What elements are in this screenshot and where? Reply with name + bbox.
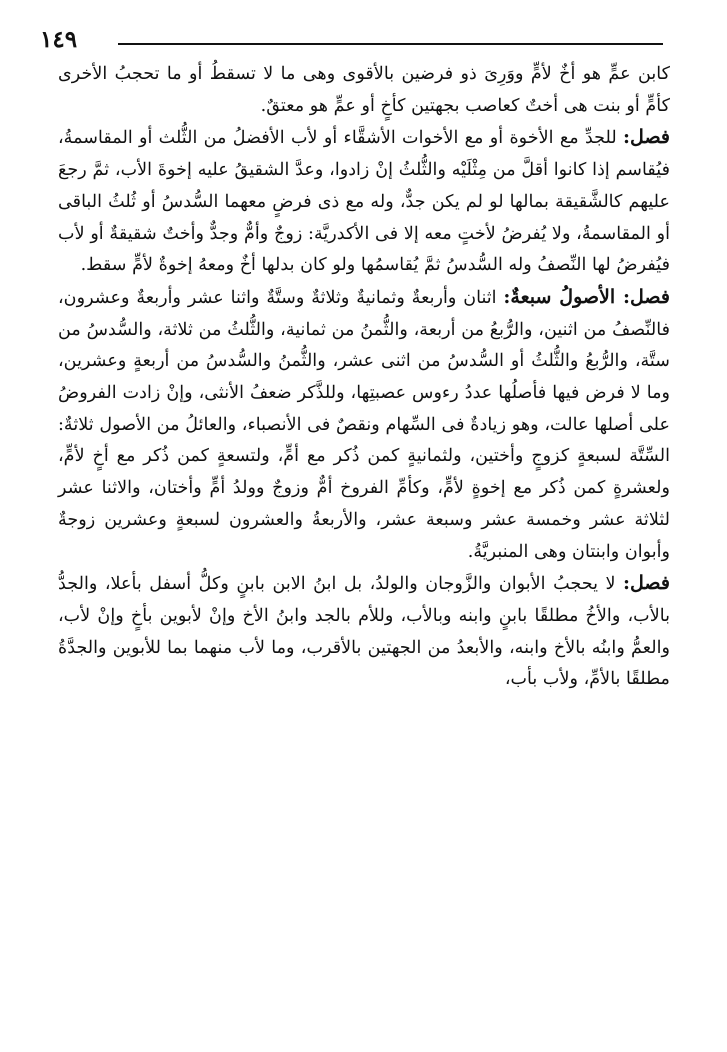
paragraph-text: لا يحجبُ الأبوان والزَّوجان والولدُ، بل ابنُ الابن بابنٍ وكلُّ أسفل بأعلا، والجدُّ بالأب، والأخُ مطلقًا بابنٍ وابنه وبالأب، وللأم بالجد وابنُ الأخ وإنْ لأبوين بأخٍ وإنْ لأب، والعمُّ وابنُه بالأخ وابنه، والأبعدُ من الجهتين بالأقرب، وما لأب منهما بما للأبوين والجدَّةُ مطلقًا بالأمِّ، ولأب بأب، xyxy=(58,574,670,690)
paragraph-exclusion-section xyxy=(58,568,670,696)
page-header xyxy=(40,26,663,56)
page-number: ١٤٩ xyxy=(40,26,78,53)
paragraph-text: اثنان وأربعةٌ وثمانيةٌ وثلاثةٌ وستَّةٌ واثنا عشر وأربعةٌ وعشرون، فالنِّصفُ من اثنين، والرُّبعُ من أربعة، والثُّمنُ من ثمانية، والثُّلثُ من ثلاثة، والسُّدسُ من ستَّة، والرُّبعُ والثُّلثُ أو السُّدسُ من اثنى عشر، والثُّمنُ والسُّدسُ من أربعةٍ وعشرين، وما لا فرض فيها فأصلُها عددُ رءوس عصبتِها، وللذَّكر ضعفُ الأنثى، وإنْ زادت الفروضُ على أصلها عالت، وهو زيادةٌ فى السِّهام ونقصٌ فى الأنصباء، والعائلُ من الأصول ثلاثةٌ: السِّتَّة لسبعةٍ كزوجٍ وأختين، ولثمانيةٍ كمن ذُكر مع أمٍّ، ولتسعةٍ كمن ذُكر مع أخٍ لأمٍّ، ولعشرةٍ كمن ذُكر مع إخوةٍ لأمٍّ، وكأمِّ الفروخ أمٌّ وزوجٌ وولدُ أمٍّ وأختان، والاثنا عشر لثلاثة عشر وخمسة عشر وسبعة عشر، والأربعةُ والعشرون لسبعةٍ وعشرين زوجةٌ وأبوان وابنتان وهى المنبريَّةُ. xyxy=(58,287,670,562)
paragraph-text: للجدِّ مع الأخوة أو مع الأخوات الأشقَّاء أو لأب الأفضلُ من الثُّلث أو المقاسمةُ، فيُقاسم إذا كانوا أقلَّ من مِثْلَيْه والثُّلثُ إنْ زادوا، وعدَّ الشقيقُ عليه إخوةَ الأب، ثمَّ رجعَ عليهم كالشَّقيقة بمالها لو لم يكن جدٌّ، وله مع ذى فرضٍ معهما السُّدسُ أو ثُلثُ الباقى أو المقاسمةُ، ولا يُفرضُ لأختٍ معه إلا فى الأكدريَّة: زوجٌ وأمٌّ وجدٌّ وأختٌ شقيقةٌ أو لأب فيُفرضُ لها النِّصفُ وله السُّدسُ ثمَّ يُقاسمُها ولو كان بدلها أخٌ ومعهُ إخوةٌ لأمٍّ سقط. xyxy=(58,128,670,276)
section-heading: فصل: xyxy=(623,572,670,595)
text-body xyxy=(58,59,670,696)
paragraph-grandfather-section xyxy=(58,122,670,282)
section-heading: فصل: xyxy=(623,126,671,149)
paragraph-text: كابن عمٍّ هو أخٌ لأمٍّ ووَرِىَ ذو فرضين بالأقوى وهى ما لا تسقطُ أو ما تحجبُ الأخرى كأمٍّ أو بنت هى أختٌ كعاصب بجهتين كأخٍ أو عمٍّ هو معتقٌ. xyxy=(58,64,670,116)
paragraph-roots-section xyxy=(58,282,670,568)
paragraph-continuation xyxy=(58,59,670,122)
section-heading: فصل: الأصولُ سبعةٌ: xyxy=(503,285,670,308)
header-rule xyxy=(118,43,663,45)
